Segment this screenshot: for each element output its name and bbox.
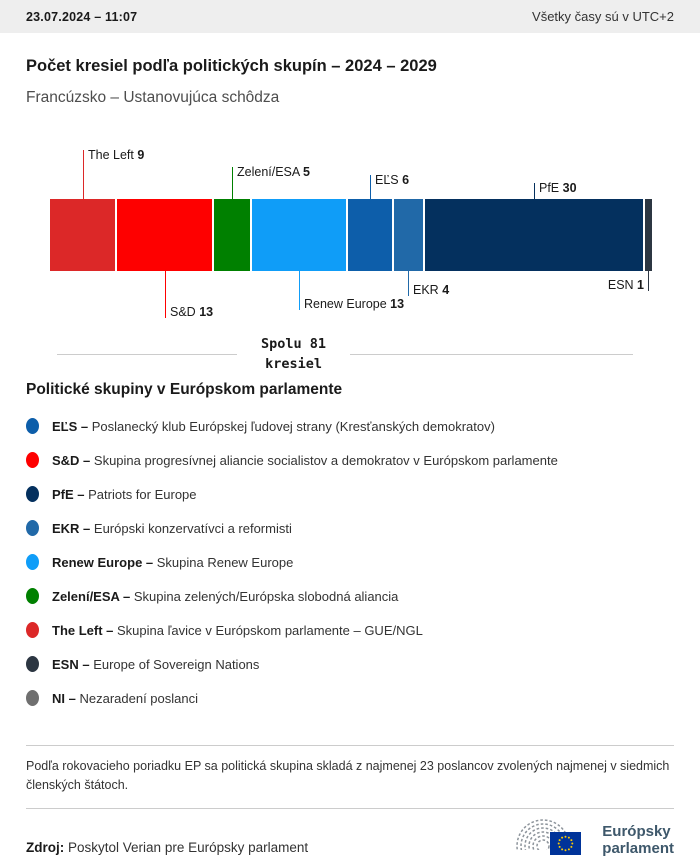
legend-item-ekr xyxy=(26,511,674,545)
timezone-note: Všetky časy sú v UTC+2 xyxy=(532,9,674,24)
callout-label-renew-europe: Renew Europe 13 xyxy=(304,297,405,311)
legend-item-esn xyxy=(26,647,674,681)
callout-line-renew-europe xyxy=(299,271,300,310)
legend-label: S&D – Skupina progresívnej aliancie socialistov a demokratov v Európskom parlamente xyxy=(52,452,558,468)
legend-item-renew-europe xyxy=(26,545,674,579)
callout-label-zelen-esa: Zelení/ESA 5 xyxy=(237,165,310,179)
page-title: Počet kresiel podľa politických skupín – 2024 – 2029 xyxy=(26,57,437,75)
callout-label-esn: ESN 1 xyxy=(607,278,644,292)
divider-note-top xyxy=(26,745,674,746)
legend-dot-icon xyxy=(26,452,39,468)
legend-item-the-left xyxy=(26,613,674,647)
legend-dot-icon xyxy=(26,554,39,570)
total-rule-right xyxy=(350,354,633,355)
callout-line-s-d xyxy=(165,271,166,318)
legend-label: PfE – Patriots for Europe xyxy=(52,486,197,502)
footer-row xyxy=(26,815,674,856)
bar-segment-s-d xyxy=(117,199,211,271)
bar-segment-the-left xyxy=(50,199,115,271)
legend-heading: Politické skupiny v Európskom parlamente xyxy=(26,381,343,398)
callout-line-ekr xyxy=(408,271,409,296)
legend-item-s-d xyxy=(26,443,674,477)
source-text: Poskytol Verian pre Európsky parlament xyxy=(68,839,309,855)
logo-wordmark-line2: parlament xyxy=(602,839,674,856)
total-row xyxy=(57,334,633,374)
legend-dot-icon xyxy=(26,656,39,672)
divider-note-bottom xyxy=(26,808,674,809)
page-subtitle: Francúzsko – Ustanovujúca schôdza xyxy=(26,89,280,106)
total-rule-left xyxy=(57,354,237,355)
callout-label-ekr: EKR 4 xyxy=(413,283,450,297)
bar-segment-e-s xyxy=(348,199,392,271)
hemicycle-eu-flag-icon xyxy=(513,815,593,856)
callout-line-pfe xyxy=(534,183,535,199)
logo-wordmark-line1: Európsky xyxy=(602,823,671,841)
callout-line-esn xyxy=(648,271,649,291)
legend-dot-icon xyxy=(26,486,39,502)
legend-dot-icon xyxy=(26,622,39,638)
bar-segment-zelen-esa xyxy=(214,199,250,271)
total-seats-label xyxy=(237,334,350,374)
source-label: Zdroj: xyxy=(26,839,65,855)
total-seats-line1: Spolu 81 xyxy=(261,336,327,352)
bar-segment-pfe xyxy=(425,199,643,271)
legend-label: ESN – Europe of Sovereign Nations xyxy=(52,656,260,672)
bar-segment-renew-europe xyxy=(252,199,346,271)
callout-line-the-left xyxy=(83,150,84,199)
total-seats-line2: kresiel xyxy=(265,356,322,372)
callout-label-the-left: The Left 9 xyxy=(88,148,145,162)
legend-label: Renew Europe – Skupina Renew Europe xyxy=(52,554,294,570)
european-parliament-logo xyxy=(513,815,674,856)
legend-dot-icon xyxy=(26,690,39,706)
legend-label: EKR – Európski konzervatívci a reformisti xyxy=(52,520,292,536)
legend-label: EĽS – Poslanecký klub Európskej ľudovej strany (Kresťanských demokratov) xyxy=(52,418,495,434)
callout-label-s-d: S&D 13 xyxy=(170,305,214,319)
seat-chart xyxy=(0,138,700,334)
bar-segment-esn xyxy=(645,199,652,271)
bar-segment-ekr xyxy=(394,199,423,271)
callout-line-e-s xyxy=(370,175,371,199)
eu-flag-icon xyxy=(550,832,581,855)
legend-dot-icon xyxy=(26,418,39,434)
legend-label: The Left – Skupina ľavice v Európskom parlamente – GUE/NGL xyxy=(52,622,423,638)
legend-label: NI – Nezaradení poslanci xyxy=(52,690,198,706)
legend-item-e-s xyxy=(26,409,674,443)
legend-list xyxy=(26,409,674,715)
callout-label-e-s: EĽS 6 xyxy=(375,173,410,187)
legend-item-ni xyxy=(26,681,674,715)
datetime-label: 23.07.2024 – 11:07 xyxy=(26,9,138,24)
callout-label-pfe: PfE 30 xyxy=(539,181,577,195)
top-bar xyxy=(0,0,700,33)
legend-dot-icon xyxy=(26,520,39,536)
source-line xyxy=(26,840,308,855)
callout-line-zelen-esa xyxy=(232,167,233,199)
legend-item-pfe xyxy=(26,477,674,511)
legend-item-zelen-esa xyxy=(26,579,674,613)
logo-wordmark xyxy=(602,824,674,856)
footnote: Podľa rokovacieho poriadku EP sa politická skupina skladá z najmenej 23 poslancov zvolených najmenej v siedmich členských štátoch. xyxy=(26,759,670,793)
legend-dot-icon xyxy=(26,588,39,604)
legend-label: Zelení/ESA – Skupina zelených/Európska slobodná aliancia xyxy=(52,588,399,604)
